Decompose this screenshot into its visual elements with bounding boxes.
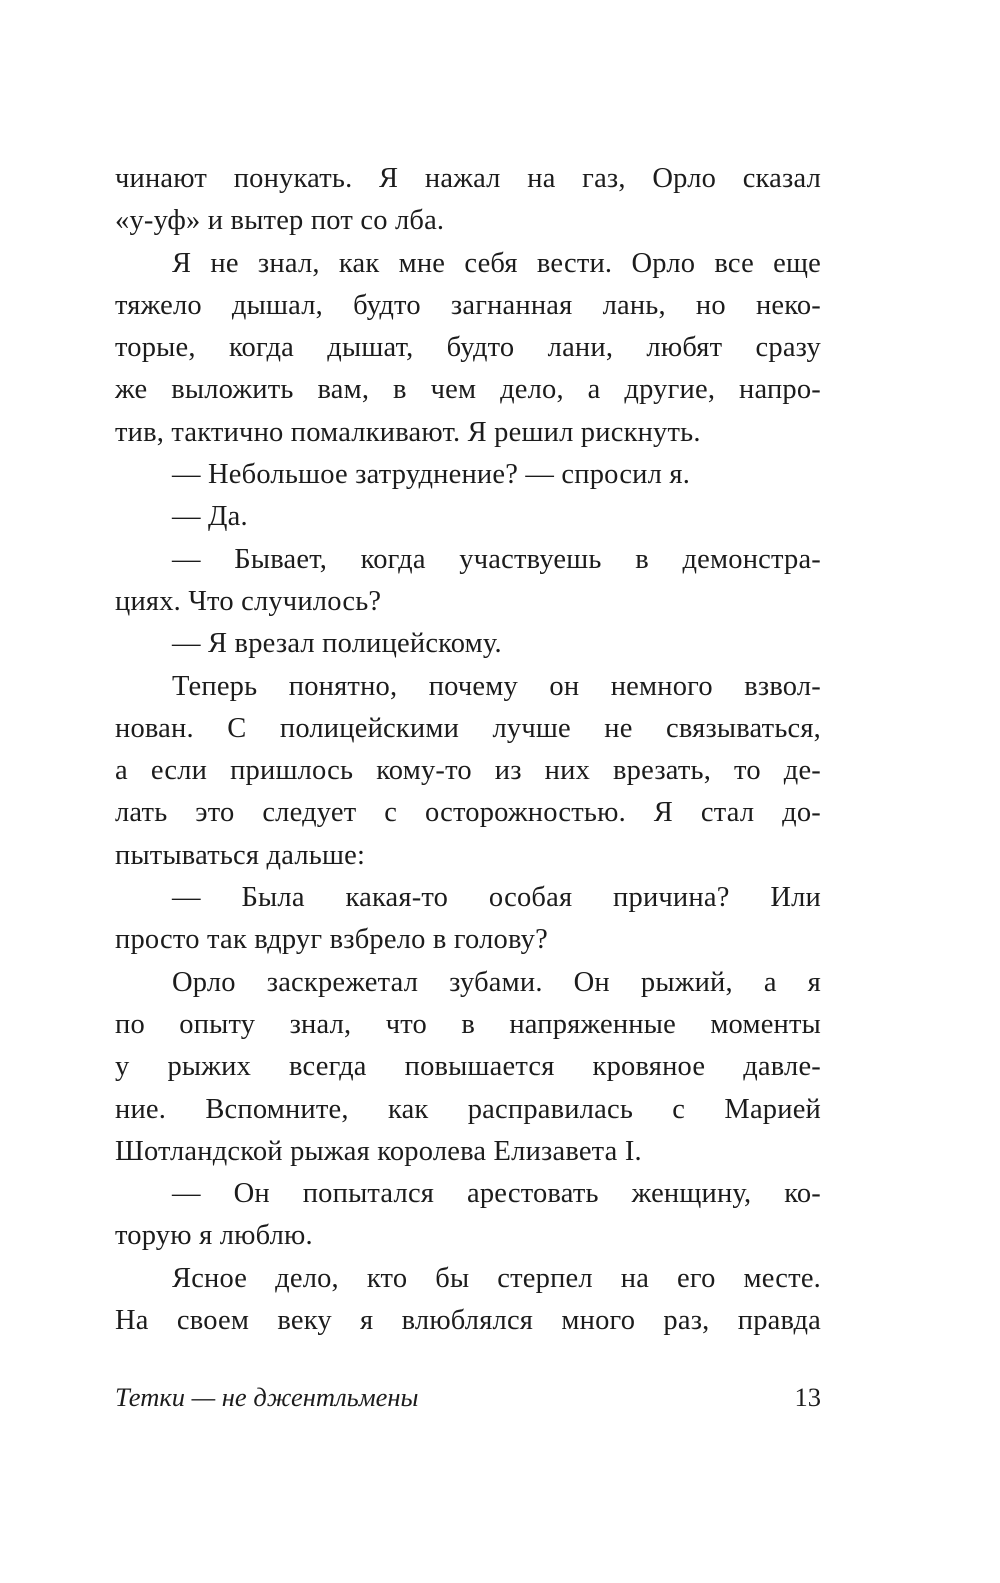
text-line: а если пришлось кому-то из них врезать, то де-: [115, 755, 821, 787]
text-line: чинают понукать. Я нажал на газ, Орло сказал: [115, 163, 821, 194]
text-line: торые, когда дышат, будто лани, любят сразу: [115, 332, 821, 364]
text-line: лать это следует с осторожностью. Я стал до-: [115, 797, 821, 829]
text-line: Теперь понятно, почему он немного взвол-: [172, 670, 821, 702]
text-line: На своем веку я влюблялся много раз, правда: [115, 1305, 821, 1337]
paragraph: [115, 158, 821, 243]
text-line: циях. Что случилось?: [115, 585, 382, 617]
paragraph: [115, 623, 821, 665]
text-line: по опыту знал, что в напряженные моменты: [115, 1008, 821, 1040]
text-line: «у-уф» и вытер пот со лба.: [115, 205, 445, 237]
text-line: тив, тактично помалкивают. Я решил рискнуть.: [115, 416, 701, 448]
text-line: просто так вдруг взбрело в голову?: [115, 924, 548, 956]
text-line: торую я люблю.: [115, 1220, 313, 1252]
paragraph: [115, 877, 821, 962]
page-number: 13: [794, 1382, 821, 1412]
paragraph: [115, 1173, 821, 1258]
text-line: же выложить вам, в чем дело, а другие, напро-: [115, 374, 821, 406]
text-line: Шотландской рыжая королева Елизавета I.: [115, 1135, 642, 1167]
page-footer: [115, 1380, 821, 1414]
text-line: тяжело дышал, будто загнанная лань, но неко-: [115, 289, 821, 321]
text-line: пытываться дальше:: [115, 839, 366, 871]
text-line: — Он попытался арестовать женщину, ко-: [172, 1178, 821, 1210]
paragraph: [115, 539, 821, 624]
paragraph: [115, 666, 821, 877]
text-line: у рыжих всегда повышается кровяное давле-: [115, 1051, 821, 1083]
text-line: — Была какая-то особая причина? Или: [172, 882, 821, 914]
paragraph: [115, 1258, 821, 1343]
text-line: — Небольшое затруднение? — спросил я.: [172, 459, 691, 491]
text-line: ние. Вспомните, как расправилась с Марией: [115, 1093, 821, 1125]
paragraph: [115, 243, 821, 454]
text-line: нован. С полицейскими лучше не связываться,: [115, 712, 821, 744]
page-body: [115, 158, 821, 1342]
text-line: — Да.: [172, 501, 248, 533]
paragraph: [115, 454, 821, 496]
text-line: Орло заскрежетал зубами. Он рыжий, а я: [172, 966, 821, 998]
text-line: Ясное дело, кто бы стерпел на его месте.: [172, 1262, 821, 1294]
text-line: — Бывает, когда участвуешь в демонстра-: [172, 543, 821, 575]
paragraph: [115, 496, 821, 538]
text-line: — Я врезал полицейскому.: [172, 628, 502, 660]
paragraph: [115, 962, 821, 1173]
text-line: Я не знал, как мне себя вести. Орло все еще: [172, 247, 821, 279]
running-title: Тетки — не джентльмены: [115, 1382, 419, 1412]
